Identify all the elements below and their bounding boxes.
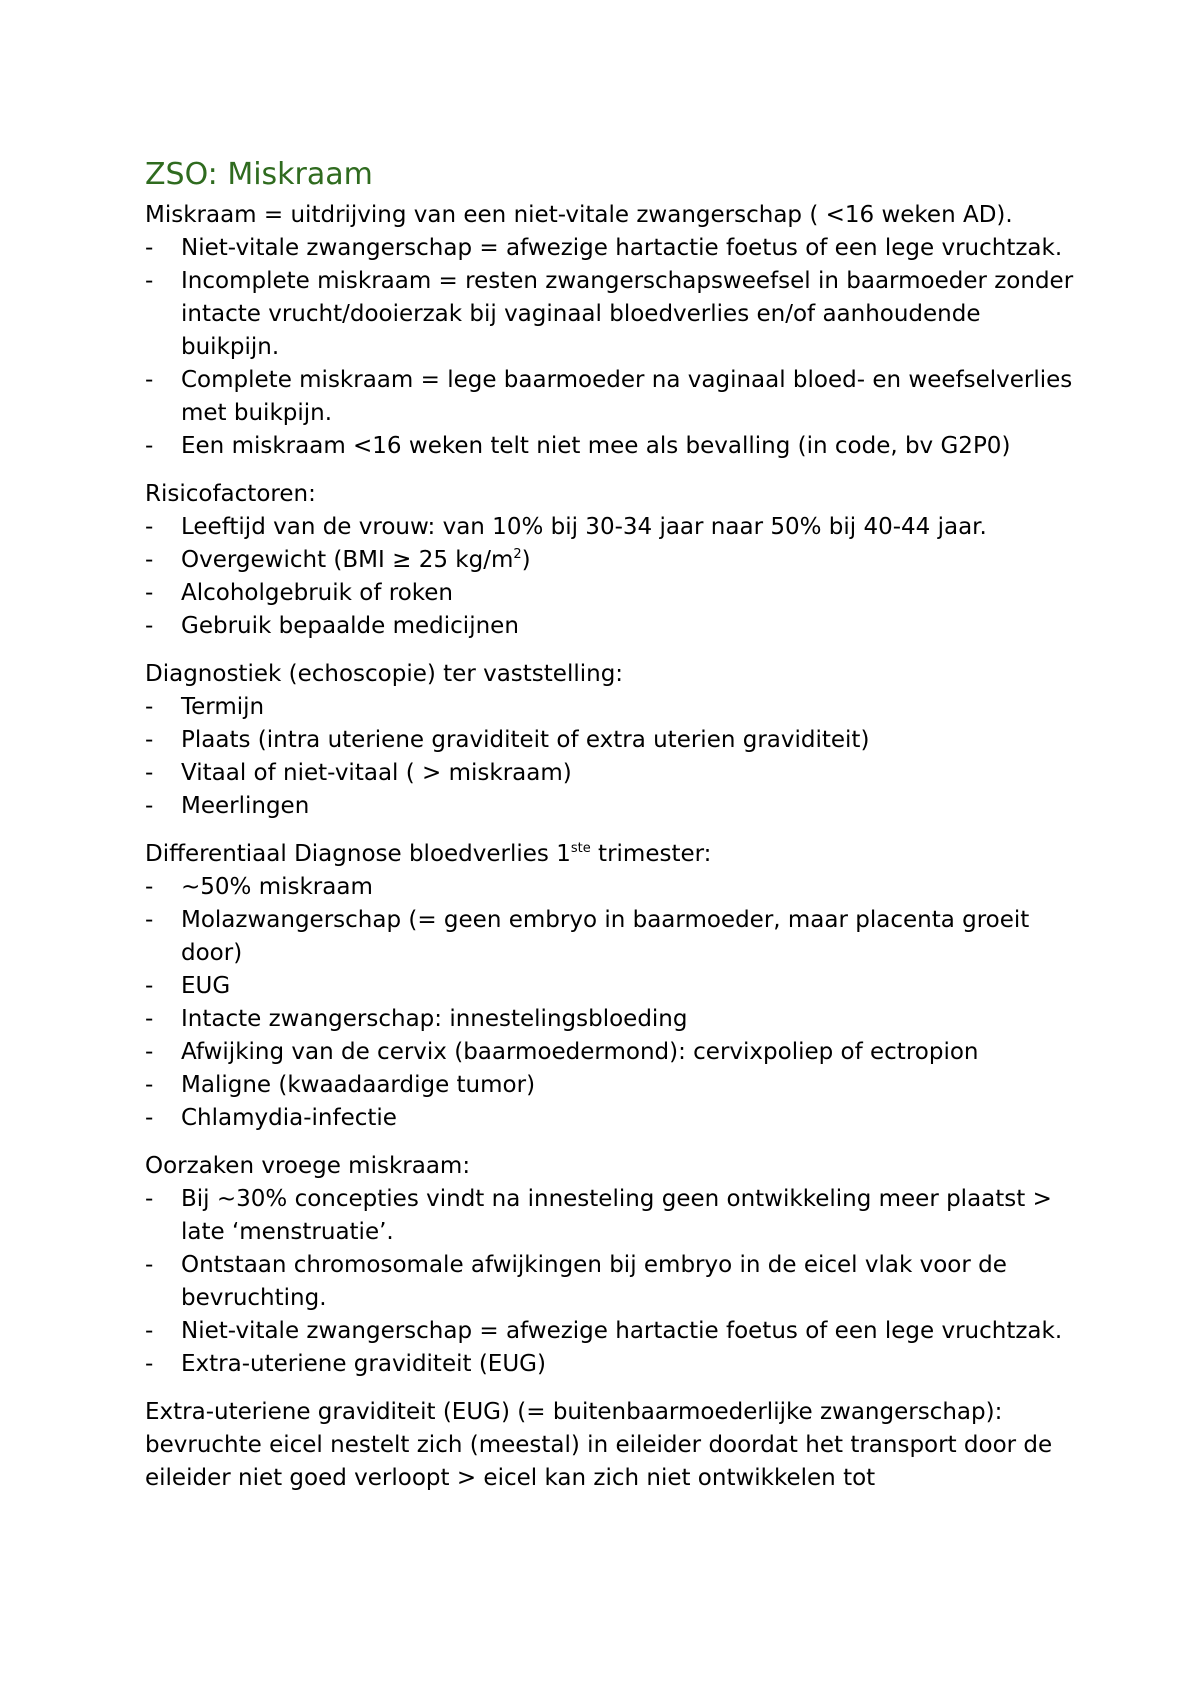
differential-section — [145, 838, 1085, 1135]
list-item: - Intacte zwangerschap: innestelingsbloeding — [145, 1003, 1085, 1036]
bullet-dash: - — [145, 694, 154, 720]
list-item: - Niet-vitale zwangerschap = afwezige hartactie foetus of een lege vruchtzak. — [145, 1315, 1085, 1348]
bullet-dash: - — [145, 1318, 154, 1344]
list-item: - Een miskraam <16 weken telt niet mee als bevalling (in code, bv G2P0) — [145, 430, 1085, 463]
list-item: - Vitaal of niet-vitaal ( > miskraam) — [145, 757, 1085, 790]
bullet-dash: - — [145, 367, 154, 393]
section-heading: Oorzaken vroege miskraam: — [145, 1153, 471, 1179]
diagnostics-list — [145, 691, 1085, 823]
bullet-dash: - — [145, 874, 154, 900]
differential-list — [145, 871, 1085, 1135]
bullet-dash: - — [145, 235, 154, 261]
list-item: - Molazwangerschap (= geen embryo in baarmoeder, maar placenta groeit door) — [145, 904, 1085, 970]
list-item: - Meerlingen — [145, 790, 1085, 823]
list-item: - Maligne (kwaadaardige tumor) — [145, 1069, 1085, 1102]
list-item: - Alcoholgebruik of roken — [145, 577, 1085, 610]
bullet-dash: - — [145, 1351, 154, 1377]
bullet-dash: - — [145, 514, 154, 540]
section-heading: Risicofactoren: — [145, 481, 316, 507]
bullet-dash: - — [145, 727, 154, 753]
bullet-dash: - — [145, 1006, 154, 1032]
bullet-dash: - — [145, 793, 154, 819]
bullet-dash: - — [145, 1039, 154, 1065]
risk-section — [145, 478, 1085, 643]
bullet-dash: - — [145, 433, 154, 459]
list-item: - Ontstaan chromosomale afwijkingen bij embryo in de eicel vlak voor de bevruchting. — [145, 1249, 1085, 1315]
list-item: - Incomplete miskraam = resten zwangerschapsweefsel in baarmoeder zonder intacte vrucht/dooierzak bij vaginaal bloedverlies en/of aanhoudende buikpijn. — [145, 265, 1085, 364]
definition-text: Miskraam = uitdrijving van een niet-vitale zwangerschap ( <16 weken AD). — [145, 202, 1013, 228]
intro-section — [145, 199, 1085, 463]
list-item: - Extra-uteriene graviditeit (EUG) — [145, 1348, 1085, 1381]
intro-list — [145, 232, 1085, 463]
list-item: - EUG — [145, 970, 1085, 1003]
bullet-dash: - — [145, 907, 154, 933]
causes-list — [145, 1183, 1085, 1381]
list-item: - Overgewicht (BMI ≥ 25 $kg/m^2$) — [145, 544, 1085, 577]
bullet-dash: - — [145, 760, 154, 786]
page-title: ZSO: Miskraam — [145, 157, 373, 192]
list-item: - Bij ~30% concepties vindt na innesteling geen ontwikkeling meer plaatst > late ‘menstruatie’. — [145, 1183, 1085, 1249]
bullet-dash: - — [145, 1072, 154, 1098]
causes-section — [145, 1150, 1085, 1381]
bullet-dash: - — [145, 268, 154, 294]
list-item: - Leeftijd van de vrouw: van 10% bij 30-34 jaar naar 50% bij 40-44 jaar. — [145, 511, 1085, 544]
bullet-dash: - — [145, 973, 154, 999]
eug-section — [145, 1396, 1085, 1495]
list-item: - ~50% miskraam — [145, 871, 1085, 904]
bullet-dash: - — [145, 613, 154, 639]
list-item: - Gebruik bepaalde medicijnen — [145, 610, 1085, 643]
bullet-dash: - — [145, 580, 154, 606]
section-heading: Differentiaal Diagnose bloedverlies 1ste trimester: — [145, 841, 712, 867]
list-item: - Afwijking van de cervix (baarmoedermond): cervixpoliep of ectropion — [145, 1036, 1085, 1069]
list-item: - Niet-vitale zwangerschap = afwezige hartactie foetus of een lege vruchtzak. — [145, 232, 1085, 265]
section-heading: Diagnostiek (echoscopie) ter vaststelling: — [145, 661, 624, 687]
document-page — [145, 155, 1085, 1495]
list-item: - Termijn — [145, 691, 1085, 724]
list-item: - Plaats (intra uteriene graviditeit of extra uterien graviditeit) — [145, 724, 1085, 757]
bullet-dash: - — [145, 1105, 154, 1131]
list-item: - Complete miskraam = lege baarmoeder na vaginaal bloed- en weefselverlies met buikpijn. — [145, 364, 1085, 430]
bullet-dash: - — [145, 547, 154, 573]
diagnostics-section — [145, 658, 1085, 823]
risk-list — [145, 511, 1085, 643]
eug-paragraph: Extra-uteriene graviditeit (EUG) (= buitenbaarmoederlijke zwangerschap): bevruchte eicel nestelt zich (meestal) in eileider doordat het transport door de eileider niet goed verloopt > eicel kan zich niet ontwikkelen tot — [145, 1399, 1053, 1491]
bullet-dash: - — [145, 1186, 154, 1212]
bullet-dash: - — [145, 1252, 154, 1278]
list-item: - Chlamydia-infectie — [145, 1102, 1085, 1135]
